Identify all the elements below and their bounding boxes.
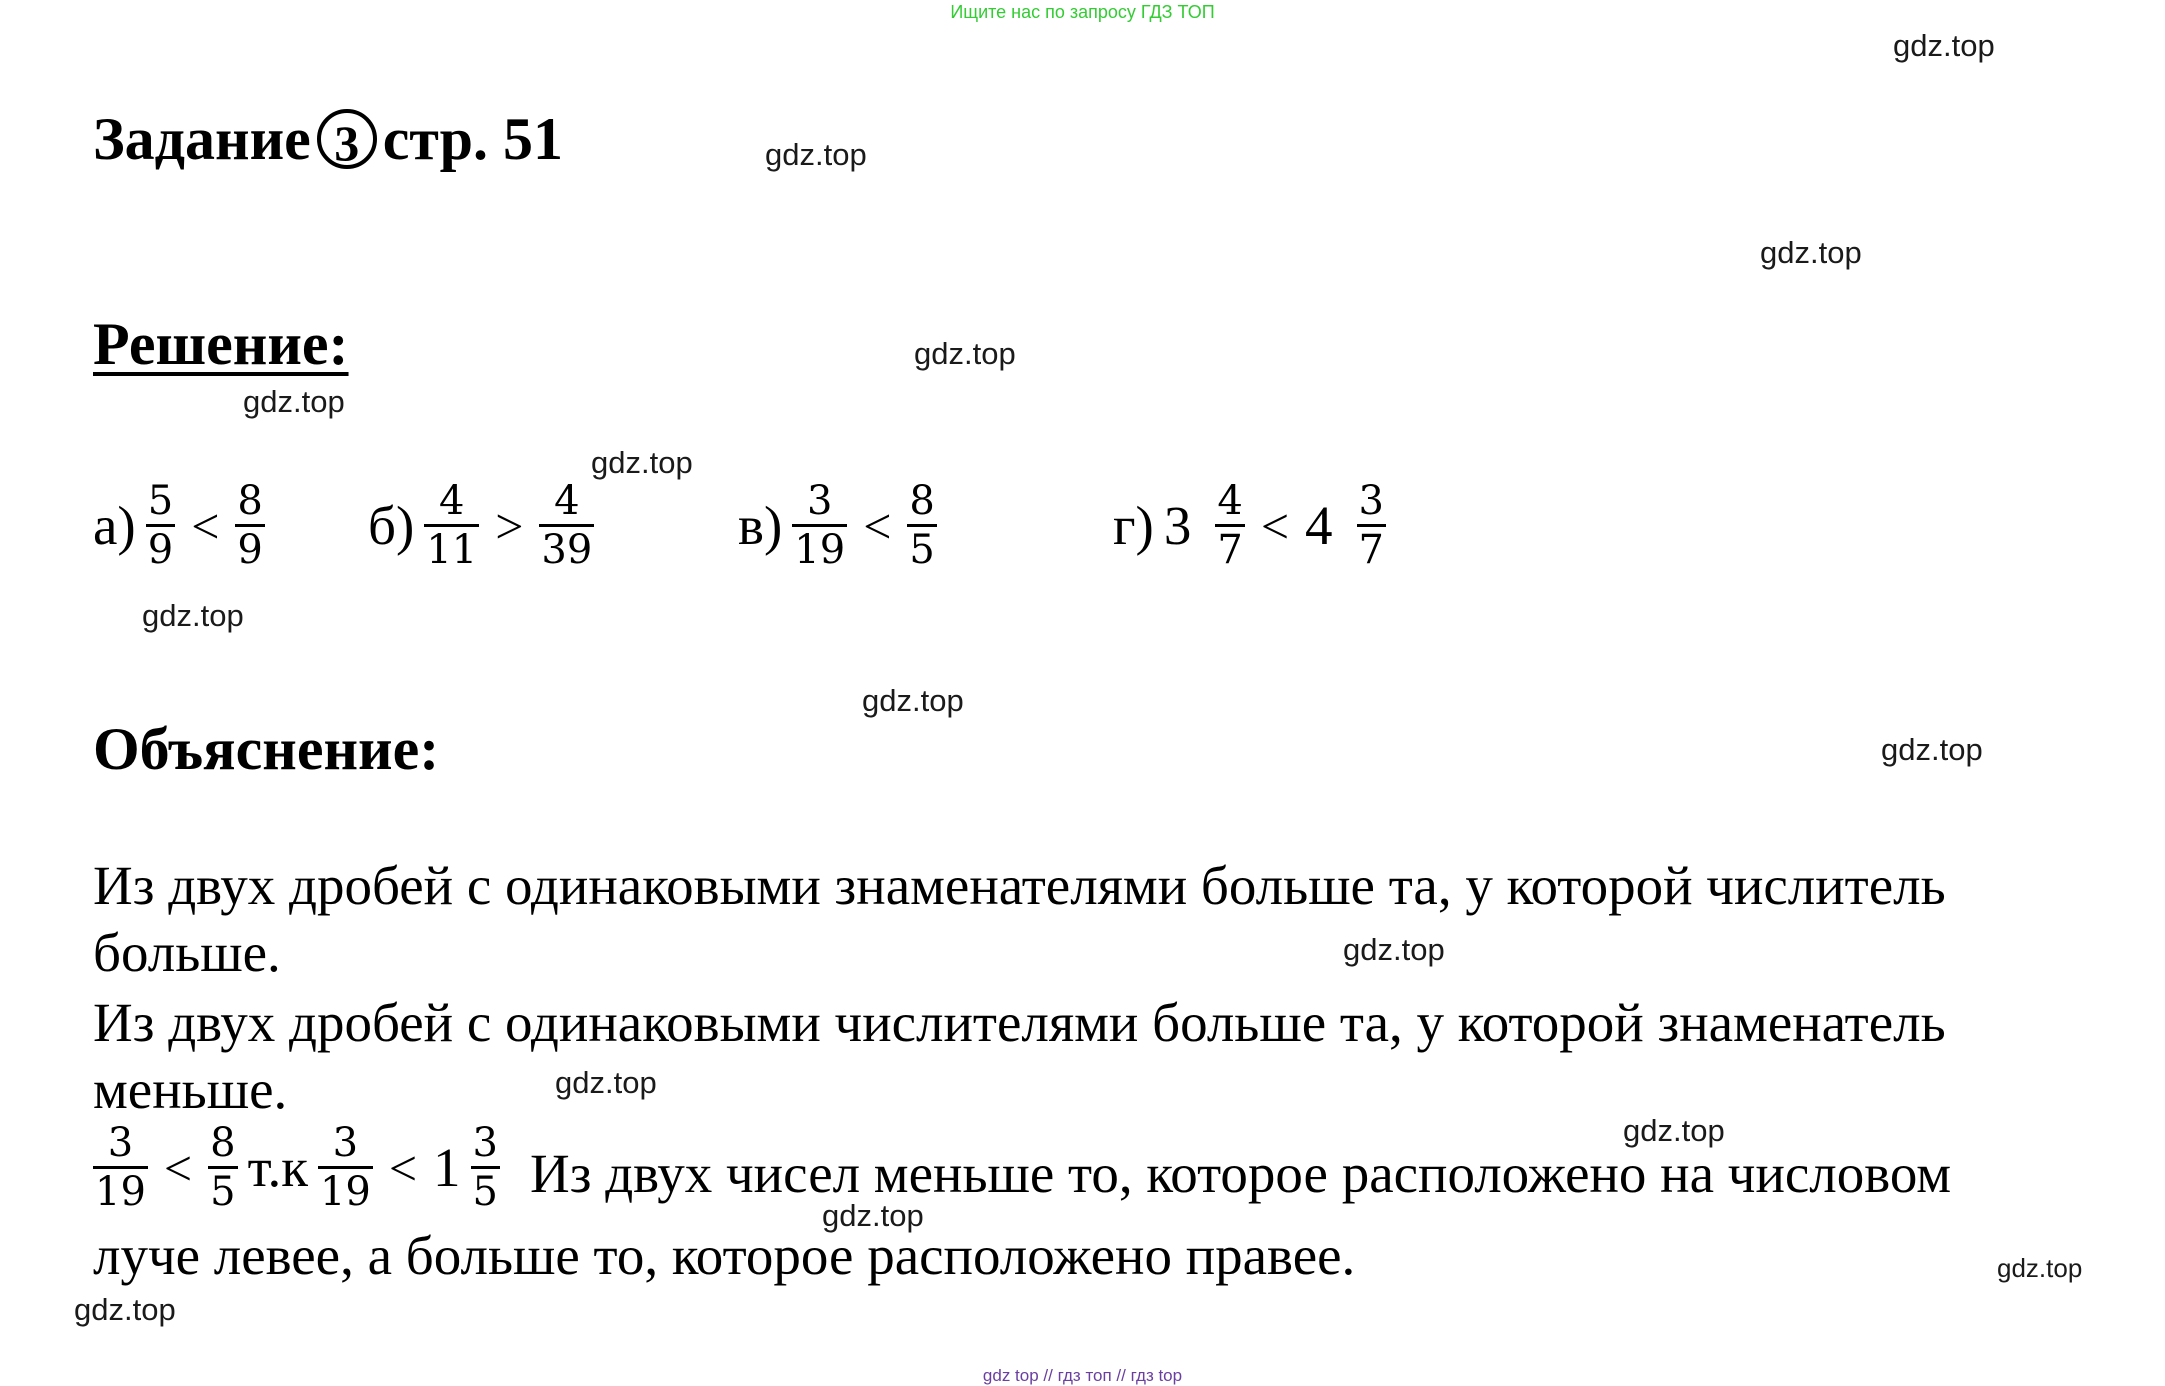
comparison-sign: <: [191, 497, 220, 554]
answer-b: [368, 478, 600, 573]
answer-d: [1113, 478, 1392, 573]
comparison-sign: >: [495, 497, 524, 554]
rule-same-numerator-line1: Из двух дробей с одинаковыми числителями больше та, у которой знаменатель: [93, 992, 1946, 1053]
watermark: gdz.top: [1997, 1253, 2083, 1283]
fraction: $\frac{3}{19}$: [95, 1120, 146, 1215]
fraction: $\frac{8}{9}$: [237, 478, 263, 573]
watermark: gdz.top: [914, 336, 1016, 371]
watermark: gdz.top: [862, 683, 964, 718]
answer-a: [93, 478, 271, 573]
rule-same-numerator-line2: меньше.: [93, 1059, 288, 1120]
rule-number-line-line1: Из двух чисел меньше то, которое расположено на числовом: [530, 1143, 1952, 1204]
rule-same-denominator-line2: больше.: [93, 922, 281, 983]
answer-label: г): [1113, 495, 1154, 556]
footer-links: gdz top // гдз топ // гдз top: [982, 1366, 1183, 1385]
task-heading: [93, 105, 563, 175]
watermark: gdz.top: [591, 445, 693, 480]
rule-same-denominator-line1: Из двух дробей с одинаковыми знаменателями больше та, у которой числитель: [93, 855, 1946, 916]
watermark: gdz.top: [243, 384, 345, 419]
watermark: gdz.top: [1760, 235, 1862, 270]
watermark: gdz.top: [142, 598, 244, 633]
watermark: gdz.top: [765, 137, 867, 172]
fraction: $\frac{4}{11}$: [426, 478, 478, 573]
answer-label: в): [738, 495, 783, 556]
explanation-title: Объяснение:: [93, 716, 440, 782]
rule-number-line-line2: луче левее, а больше то, которое расположено правее.: [93, 1225, 1356, 1286]
task-word: Задание: [93, 106, 311, 172]
whole-part: 1: [433, 1137, 461, 1198]
fraction: $\frac{4}{7}$: [1217, 478, 1243, 573]
answer-c: [738, 478, 943, 573]
answer-label: а): [93, 495, 136, 556]
comparison-expression: [87, 1120, 506, 1215]
fraction: $\frac{4}{39}$: [541, 478, 593, 573]
comparison-sign: <: [1260, 497, 1290, 554]
fraction: $\frac{8}{5}$: [210, 1120, 236, 1215]
fraction: $\frac{3}{19}$: [319, 1120, 371, 1215]
watermark: gdz.top: [822, 1198, 924, 1233]
watermark: gdz.top: [1893, 28, 1995, 63]
solution-title: Решение:: [93, 311, 349, 377]
because-text: т.к: [247, 1137, 308, 1198]
watermark: gdz.top: [74, 1292, 176, 1327]
whole-part: 4: [1305, 495, 1333, 556]
comparison-sign: <: [863, 497, 892, 554]
fraction: $\frac{3}{5}$: [472, 1120, 498, 1215]
watermark: gdz.top: [1881, 732, 1983, 767]
watermark: gdz.top: [555, 1065, 657, 1100]
task-page: стр. 51: [382, 106, 564, 172]
answer-label: б): [368, 495, 415, 556]
fraction: $\frac{3}{19}$: [794, 478, 846, 573]
search-hint: Ищите нас по запросу ГДЗ ТОП: [950, 2, 1215, 22]
fraction: $\frac{5}{9}$: [147, 478, 174, 573]
watermark: gdz.top: [1623, 1113, 1725, 1148]
comparison-sign: <: [163, 1139, 193, 1196]
whole-part: 3: [1163, 495, 1192, 556]
fraction: $\frac{8}{5}$: [909, 478, 935, 573]
watermark: gdz.top: [1343, 932, 1445, 967]
comparison-sign: <: [388, 1139, 418, 1196]
task-number-circle: 3: [317, 109, 377, 169]
fraction: $\frac{3}{7}$: [1358, 478, 1384, 573]
